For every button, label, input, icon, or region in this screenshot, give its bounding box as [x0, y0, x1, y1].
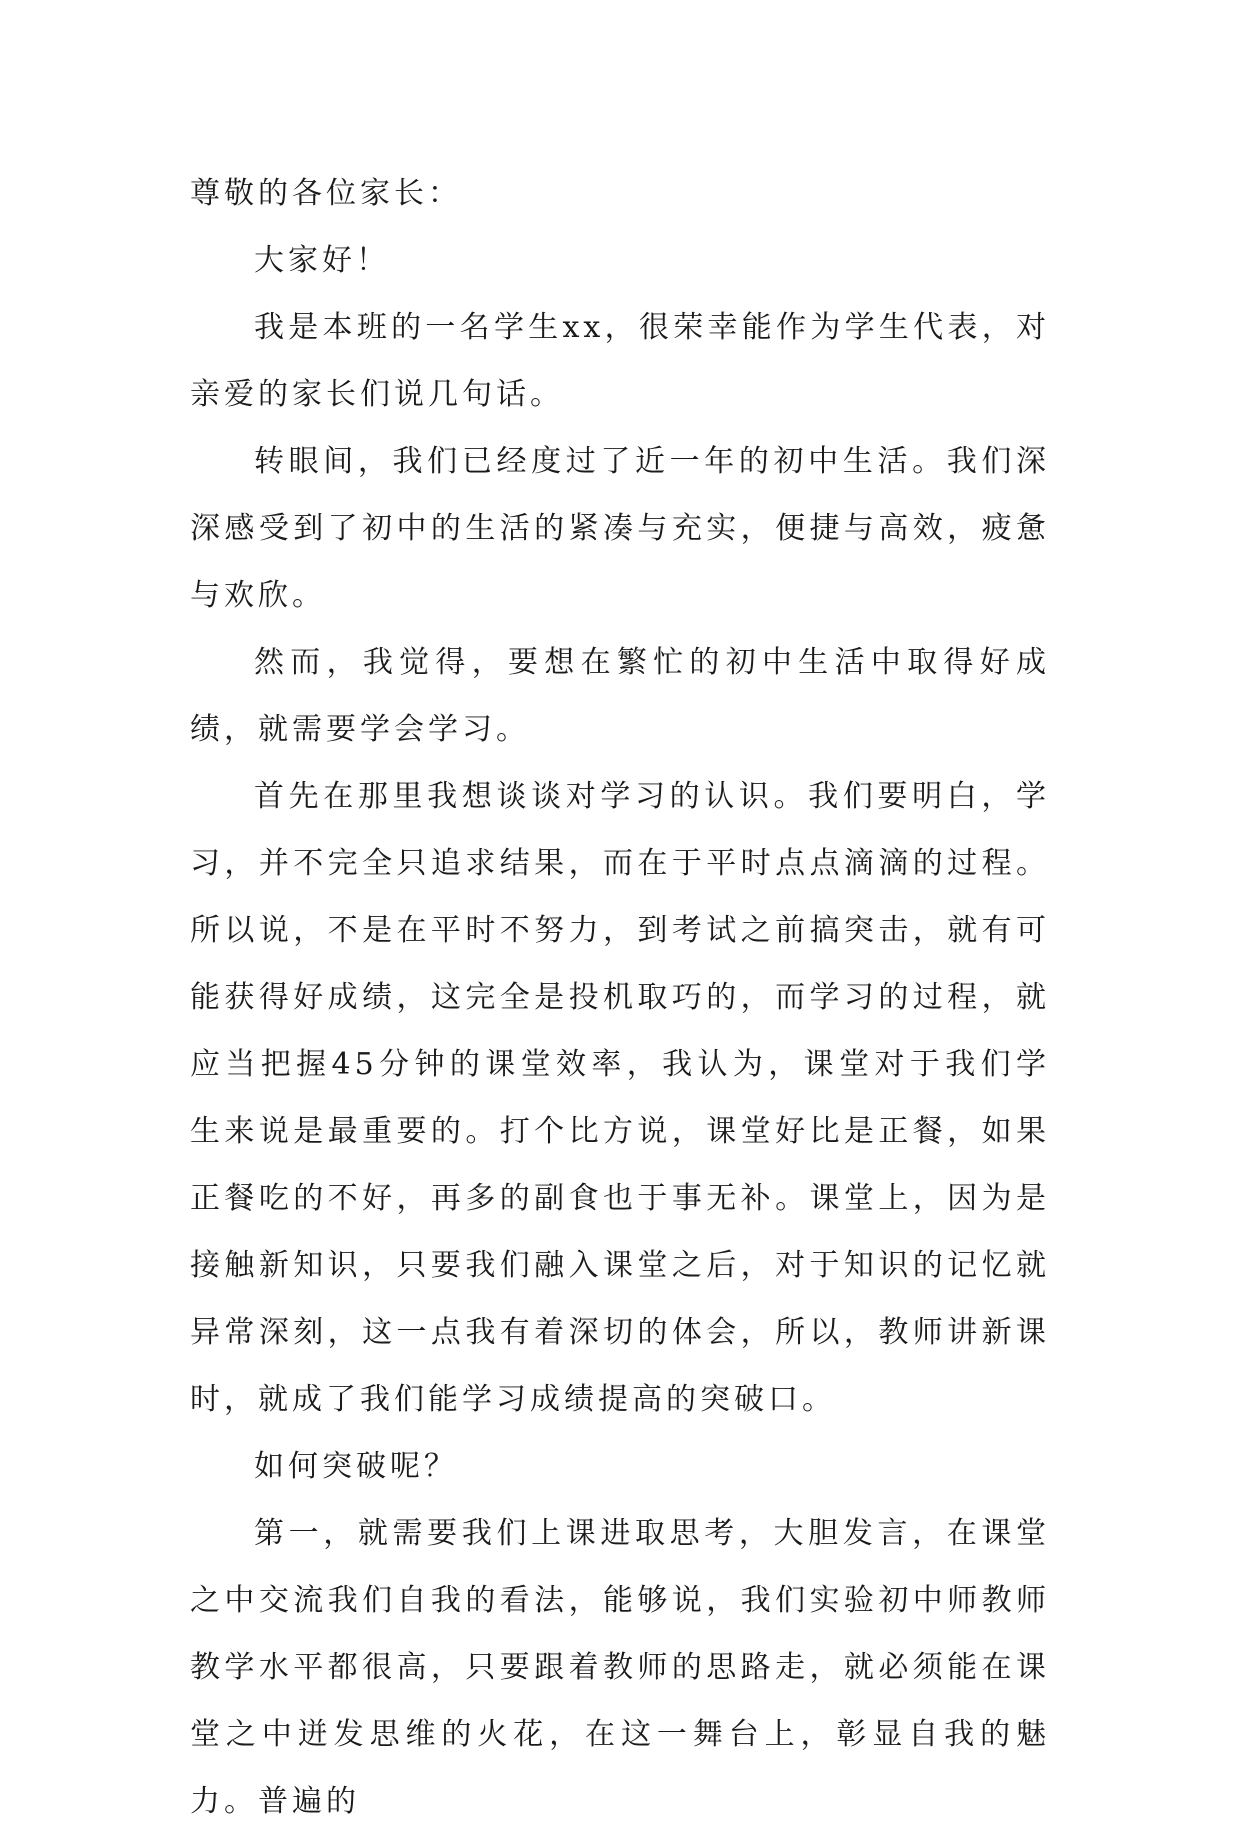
- paragraph-intro: 我是本班的一名学生xx，很荣幸能作为学生代表，对亲爱的家长们说几句话。: [190, 310, 1050, 412]
- salutation: 尊敬的各位家长：: [190, 176, 462, 211]
- greeting: 大家好！: [254, 243, 390, 278]
- document-body: [190, 160, 1050, 1835]
- paragraph-understanding-learning: 首先在那里我想谈谈对学习的认识。我们要明白，学习，并不完全只追求结果，而在于平时点点滴滴的过程。所以说，不是在平时不努力，到考试之前搞突击，就有可能获得好成绩，这完全是投机取巧的，而学习的过程，就应当把握45分钟的课堂效率，我认为，课堂对于我们学生来说是最重要的。打个比方说，课堂好比是正餐，如果正餐吃的不好，再多的副食也于事无补。课堂上，因为是接触新知识，只要我们融入课堂之后，对于知识的记忆就异常深刻，这一点我有着深切的体会，所以，教师讲新课时，就成了我们能学习成绩提高的突破口。: [190, 779, 1050, 1417]
- paragraph-middle-school-life: 转眼间，我们已经度过了近一年的初中生活。我们深深感受到了初中的生活的紧凑与充实，便捷与高效，疲惫与欢欣。: [190, 444, 1050, 613]
- paragraph-learn-to-learn: 然而，我觉得，要想在繁忙的初中生活中取得好成绩，就需要学会学习。: [190, 645, 1050, 747]
- paragraph-first-point: 第一，就需要我们上课进取思考，大胆发言，在课堂之中交流我们自我的看法，能够说，我们实验初中师教师教学水平都很高，只要跟着教师的思路走，就必须能在课堂之中迸发思维的火花，在这一舞台上，彰显自我的魅力。普遍的: [190, 1516, 1050, 1819]
- paragraph-question: 如何突破呢？: [254, 1449, 458, 1484]
